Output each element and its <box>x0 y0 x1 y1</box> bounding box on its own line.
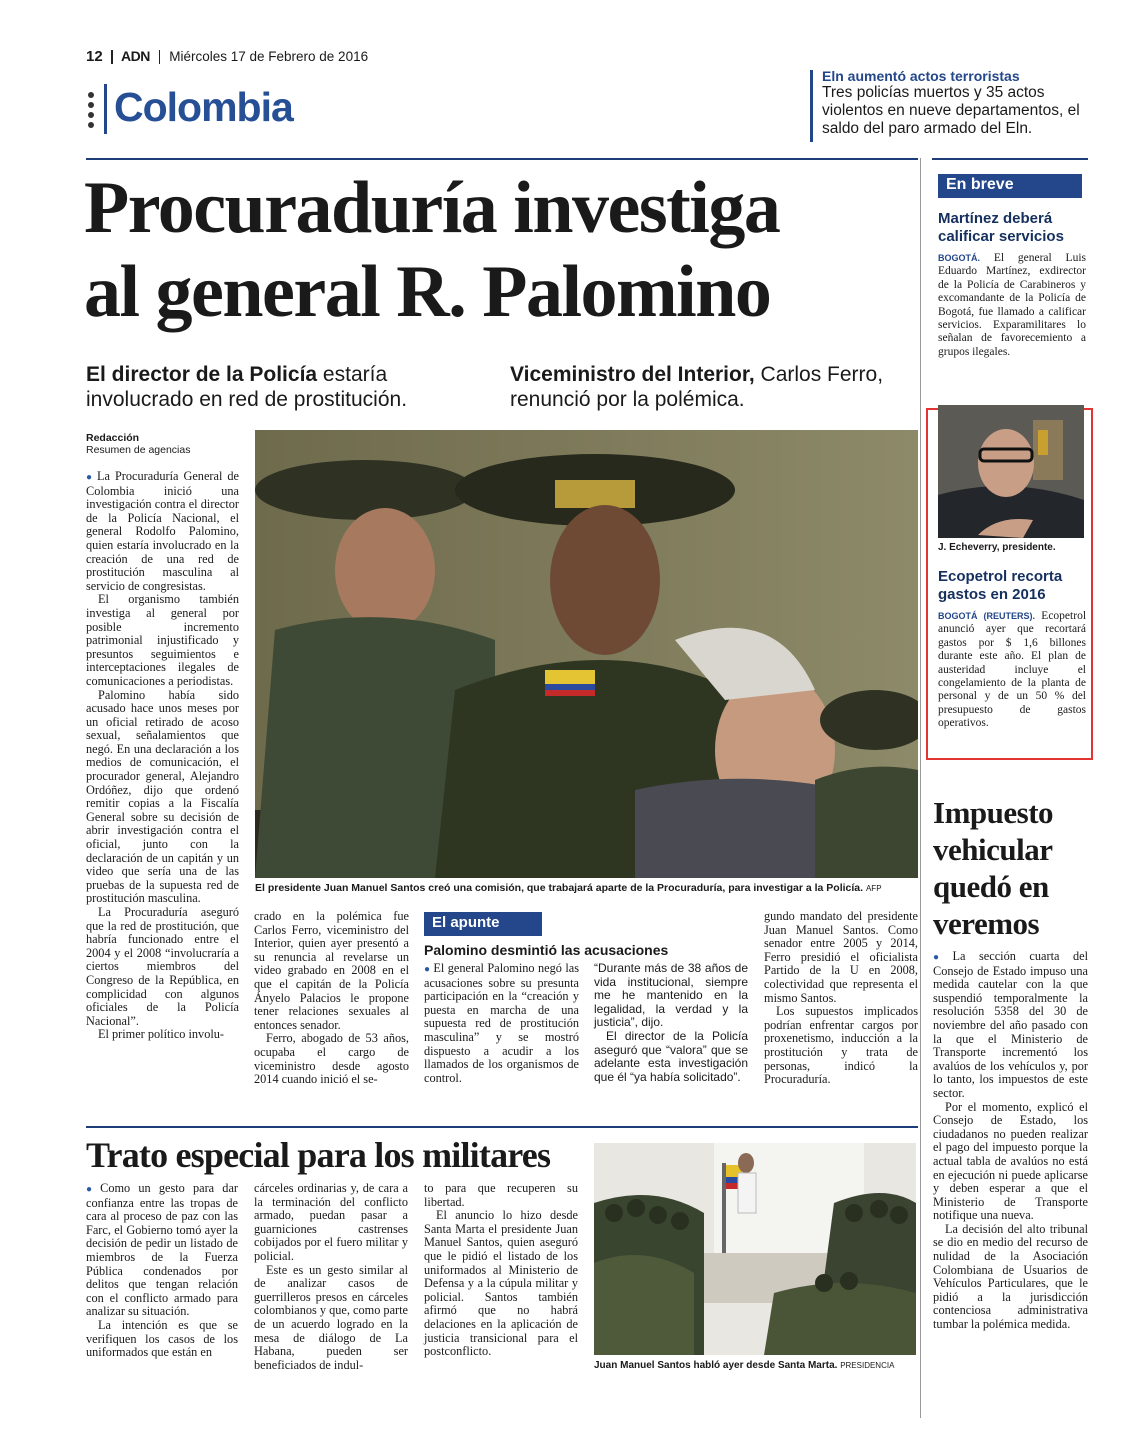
militares-headline[interactable]: Trato especial para los militares <box>86 1135 551 1175</box>
brand-logo: ADN <box>121 48 150 64</box>
section-title: Colombia <box>114 84 293 130</box>
teaser[interactable] <box>822 68 1092 138</box>
page-header <box>86 48 386 68</box>
main-photo <box>255 430 918 878</box>
article-column-2: crado en la polémica fue Carlos Ferro, viceministro del Interior, quien ayer presentó a su renuncia al revelarse un video grabado en 2008 en el que el capitán de la Policía Ányelo Palacios le propone tener relaciones sexuales al entonces senador. Ferro, abogado de 53 años, ocupaba el cargo de viceministro desde agosto 2014 cuando inició el se- <box>254 909 409 1087</box>
main-photo-caption: El presidente Juan Manuel Santos creó una comisión, que trabajará aparte de la Procuraduría, para investigar a la Policía. AFP <box>255 882 882 894</box>
militares-photo-caption: Juan Manuel Santos habló ayer desde Santa Marta. PRESIDENCIA <box>594 1360 895 1371</box>
sidebar-tag: En breve <box>938 174 1082 198</box>
sidebar-photo-caption: J. Echeverry, presidente. <box>938 542 1056 553</box>
apunte-column-2: “Durante más de 38 años de vida institucional, siempre me he mantenido en la legalidad, la verdad y la justicia”, dijo. El director de la Policía aseguró que “valora” que se adelante esta investigación que él “ya había solicitado”. <box>594 961 748 1084</box>
teaser-title: Eln aumentó actos terroristas <box>822 68 1020 84</box>
impuesto-text: ● La sección cuarta del Consejo de Estado impuso una medida cautelar con la que suspendió temporalmente la resolución 5358 del 30 de noviembre del año pasado con la que el Ministerio de Transporte incrementó los avalúos de los vehículos y, por lo tanto, los impuestos de este sector. Por el momento, explicó el Consejo de Estado, los ciudadanos no pueden realizar el pago del impuesto porque la actual tabla de avalúos no está en ejecución ni puede aplicarse y deben esperar a que el Ministerio de Transporte notifique una nueva. La decisión del alto tribunal se dio en medio del recurso de nulidad de la Asociación Colombiana de Usuarios de Vehículos Particulares, que le pidió a la jurisdicción contenciosa administrativa tumbar la polémica medida. <box>933 949 1088 1332</box>
brief-1-title[interactable]: Martínez deberá calificar servicios <box>938 210 1064 245</box>
issue-date: Miércoles 17 de Febrero de 2016 <box>169 49 369 64</box>
sidebar-photo <box>938 405 1084 538</box>
headline-line-1: Procuraduría investiga <box>84 167 780 249</box>
article-column-4: gundo mandato del presidente Juan Manuel Santos. Como senador entre 2005 y 2014, Ferro presidió el oficialista Partido de la U en 2008, colectividad que representa el mismo Santos. Los supuestos implicados podrían enfrentar cargos por proxenetismo, inducción a la prostitución y trata de personas, indicó la Procuraduría. <box>764 909 918 1087</box>
teaser-text: Tres policías muertos y 35 actos violentos en nueve departamentos, el saldo del paro armado del Eln. <box>822 84 1080 137</box>
subheadline-2: Viceministro del Interior, Carlos Ferro, renunció por la polémica. <box>510 363 884 411</box>
subheadline-1: El director de la Policía estaría involucrado en red de prostitución. <box>86 363 408 411</box>
brief-1-text: BOGOTÁ. El general Luis Eduardo Martínez, exdirector de la Policía de Carabineros y excomandante de la Policía de Bogotá, fue llamado a calificar servicios. Exparamilitares lo señalan de favorecemiento a grupos ilegales. <box>938 252 1086 358</box>
militares-photo <box>594 1143 916 1355</box>
apunte-title: Palomino desmintió las acusaciones <box>424 942 669 958</box>
section-dots <box>88 92 96 136</box>
militares-column-3: to para que recuperen su libertad. El anuncio lo hizo desde Santa Marta el presidente Juan Manuel Santos, quien aseguró que le pidió el listado de los uniformados al Ministerio de Defensa y a la cúpula militar y policial. Santos también afirmó que no habrá delaciones en la aplicación de justicia transicional para el postconflicto. <box>424 1181 578 1359</box>
brief-2-text: BOGOTÁ (REUTERS). Ecopetrol anunció ayer que recortará gastos por $ 1,6 billones durante este año. El plan de austeridad incluye el congelamiento de la planta de personal y de un 50 % del presupuesto de gastos operativos. <box>938 610 1087 730</box>
apunte-column-1: ● El general Palomino negó las acusaciones sobre su presunta participación en la “creación y puesta en marcha de una supuesta red de prostitución masculina” y se mostró dispuesto a acudir a los llamados de los organismos de control. <box>424 961 579 1085</box>
militares-column-2: cárceles ordinarias y, de cara a la terminación del conflicto armado, puedan pasar a guarniciones castrenses cobijados por el fuero militar y policial. Este es un gesto similar al de analizar casos de guerrilleros presos en cárceles colombianos y que, como parte de un acuerdo logrado en la mesa de diálogo de La Habana, pueden ser beneficiados de indul- <box>254 1181 409 1372</box>
militares-column-1: ● Como un gesto para dar confianza entre las tropas de cara al proceso de paz con las Farc, el Gobierno tomó ayer la decisión de pedir un listado de miembros de la Fuerza Pública condenados por delitos que tengan relación con el conflicto armado para analizar su situación. La intención es que se verifiquen los casos de los uniformados que están en <box>86 1181 238 1360</box>
main-headline <box>84 166 920 334</box>
apunte-tag: El apunte <box>424 912 542 936</box>
headline-line-2: al general R. Palomino <box>84 251 771 333</box>
article-column-1: ● La Procuraduría General de Colombia inició una investigación contra el director de la Policía Nacional, el general Rodolfo Palomino, quien estaría involucrado en la creación de una red de prostitución masculina al servicio de congresistas. El organismo también investiga al general por posible incremento patrimonial injustificado y presuntos seguimientos e interceptaciones ilegales de comunicaciones a periodistas. Palomino había sido acusado hace unos meses por un oficial retirado de acoso sexual, señalamientos que negó. En una declaración a los medios de comunicación, el procurador general, Alejandro Ordóñez, dijo que ordenó remitir copias a la Fiscalía General sobre su decisión de abrir investigación contra el oficial, junto con la declaración de un capitán y un video que sería una de las pruebas de la supuesta red de prostitución masculina. La Procuraduría aseguró que la red de prostitución, que habría funcionado entre el 2004 y el 2008 “involucraría a ciertos miembros del Congreso de la República, en complicidad con algunos oficiales de la Policía Nacional”. El primer político involu- <box>86 469 239 1042</box>
impuesto-headline[interactable]: Impuesto vehicular quedó en veremos <box>933 795 1054 941</box>
page-number: 12 <box>86 48 103 65</box>
byline: Redacción Resumen de agencias <box>86 432 191 456</box>
brief-2-title[interactable]: Ecopetrol recorta gastos en 2016 <box>938 568 1063 603</box>
